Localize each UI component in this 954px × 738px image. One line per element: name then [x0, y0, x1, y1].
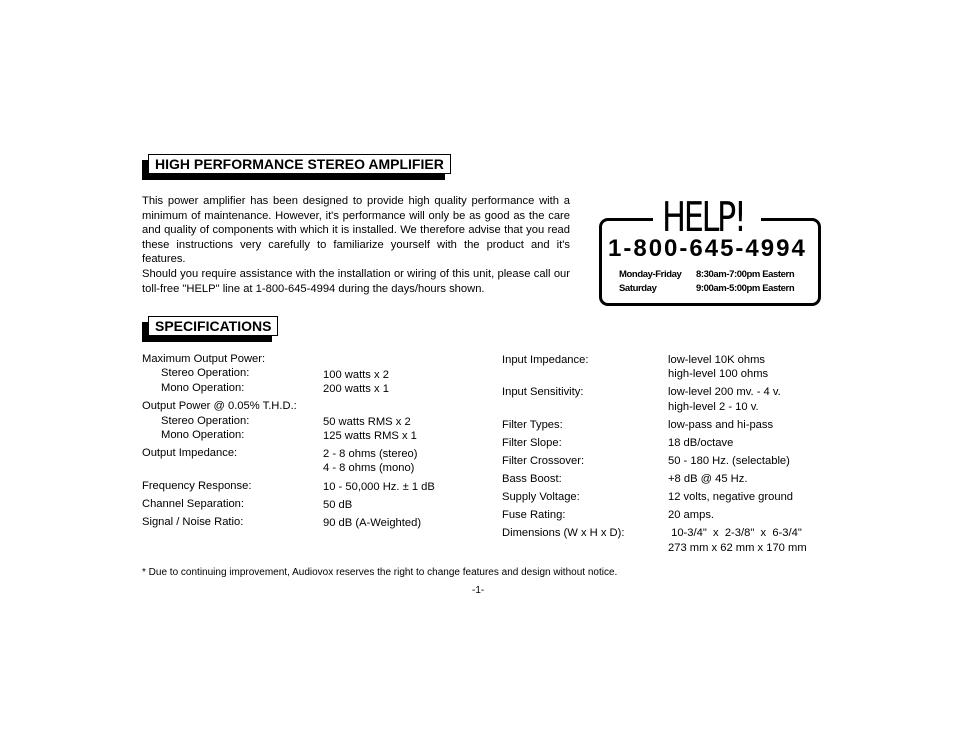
saturday-label: Saturday: [619, 283, 657, 294]
spec-value: +8 dB @ 45 Hz.: [668, 473, 748, 485]
spec-label: Stereo Operation:: [161, 415, 250, 427]
spec-label: Input Impedance:: [502, 354, 589, 366]
spec-value: high-level 100 ohms: [668, 368, 769, 380]
spec-value: low-level 10K ohms: [668, 354, 766, 366]
spec-value: 100 watts x 2: [323, 369, 389, 381]
spec-label: Filter Crossover:: [502, 455, 585, 467]
amplifier-heading: [148, 154, 451, 174]
spec-label: Frequency Response:: [142, 480, 252, 492]
weekday-label: Monday-Friday: [619, 269, 682, 280]
spec-value: 50 watts RMS x 2: [323, 416, 411, 428]
specifications-heading: [148, 316, 278, 336]
spec-value: 4 - 8 ohms (mono): [323, 462, 415, 474]
specifications-heading-text: SPECIFICATIONS: [155, 318, 272, 334]
spec-label: Channel Separation:: [142, 498, 245, 510]
help-title: HELP!: [662, 193, 745, 241]
spec-label: Output Power @ 0.05% T.H.D.:: [142, 400, 297, 412]
page-number: -1-: [472, 585, 485, 596]
intro-text: [142, 194, 570, 296]
spec-value: 10 - 50,000 Hz. ± 1 dB: [323, 481, 435, 493]
spec-label: Fuse Rating:: [502, 509, 566, 521]
spec-value: high-level 2 - 10 v.: [668, 401, 759, 413]
weekday-hours: 8:30am-7:00pm Eastern: [696, 269, 795, 280]
spec-value: 18 dB/octave: [668, 437, 734, 449]
spec-value: 125 watts RMS x 1: [323, 430, 417, 442]
spec-value: 20 amps.: [668, 509, 715, 521]
intro-paragraph-1: This power amplifier has been designed to provide high quality performance with a minimum of maintenance. However, it's performance will only be as good as the care and quality of components with which it is installed. We therefore advise that you read these instructions very carefully to familiarize yourself with the product and it's features.: [142, 195, 570, 266]
spec-label: Dimensions (W x H x D):: [502, 527, 625, 539]
footnote: * Due to continuing improvement, Audiovox reserves the right to change features and design without notice.: [142, 567, 618, 578]
spec-label: Filter Slope:: [502, 437, 562, 449]
help-phone-number: 1-800-645-4994: [608, 235, 807, 262]
spec-label: Stereo Operation:: [161, 367, 250, 379]
spec-value: low-pass and hi-pass: [668, 419, 774, 431]
spec-label: Bass Boost:: [502, 473, 562, 485]
spec-label: Mono Operation:: [161, 429, 245, 441]
amplifier-heading-text: HIGH PERFORMANCE STEREO AMPLIFIER: [155, 156, 444, 172]
spec-value: 90 dB (A-Weighted): [323, 517, 422, 529]
spec-label: Maximum Output Power:: [142, 353, 266, 365]
spec-label: Output Impedance:: [142, 447, 238, 459]
saturday-hours: 9:00am-5:00pm Eastern: [696, 283, 795, 294]
spec-value: 50 - 180 Hz. (selectable): [668, 455, 790, 467]
intro-paragraph-2: Should you require assistance with the installation or wiring of this unit, please call our toll-free "HELP" line at 1-800-645-4994 during the days/hours shown.: [142, 267, 570, 295]
spec-label: Supply Voltage:: [502, 491, 580, 503]
spec-value: 273 mm x 62 mm x 170 mm: [668, 542, 807, 554]
spec-label: Mono Operation:: [161, 382, 245, 394]
spec-value: low-level 200 mv. - 4 v.: [668, 386, 781, 398]
spec-value: 10-3/4" x 2-3/8" x 6-3/4": [668, 527, 802, 539]
spec-label: Signal / Noise Ratio:: [142, 516, 244, 528]
spec-value: 2 - 8 ohms (stereo): [323, 448, 418, 460]
spec-value: 12 volts, negative ground: [668, 491, 794, 503]
spec-value: 200 watts x 1: [323, 383, 389, 395]
spec-value: 50 dB: [323, 499, 353, 511]
spec-label: Input Sensitivity:: [502, 386, 584, 398]
spec-label: Filter Types:: [502, 419, 563, 431]
